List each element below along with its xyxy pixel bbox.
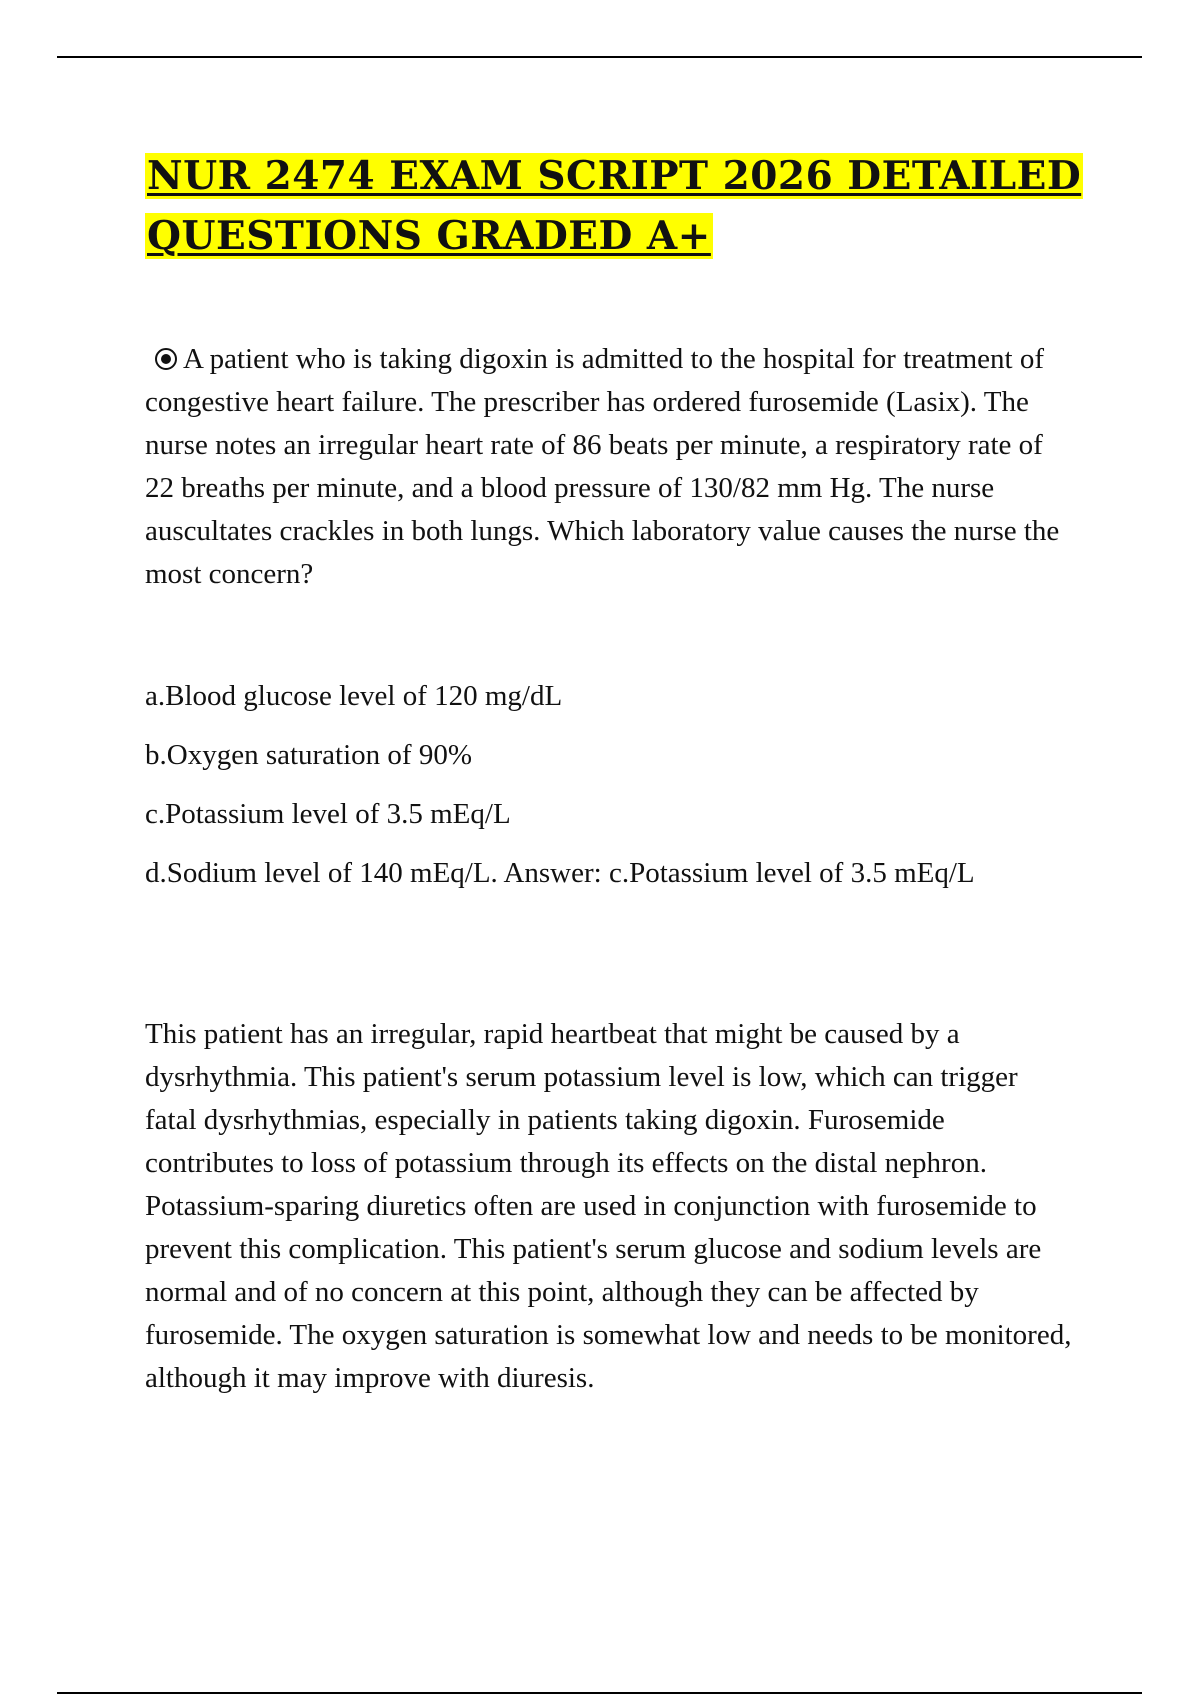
option-b: b.Oxygen saturation of 90% [145, 739, 472, 771]
option-a: a.Blood glucose level of 120 mg/dL [145, 680, 563, 712]
question-stem [145, 338, 1075, 596]
question-block [145, 338, 1075, 596]
bottom-divider [57, 1692, 1142, 1694]
option-c: c.Potassium level of 3.5 mEq/L [145, 798, 511, 830]
rationale-text: This patient has an irregular, rapid heartbeat that might be caused by a dysrhythmia. This patient's serum potassium level is low, which can trigger fatal dysrhythmias, especially in patients taking digoxin. Furosemide contributes to loss of potassium through its effects on the distal nephron. Potassium-sparing diuretics often are used in conjunction with furosemide to prevent this complication. This patient's serum glucose and sodium levels are normal and of no concern at this point, although they can be affected by furosemide. The oxygen saturation is somewhat low and needs to be monitored, although it may improve with diuresis. [145, 1018, 1072, 1394]
question-text: A patient who is taking digoxin is admitted to the hospital for treatment of congestive heart failure. The prescriber has ordered furosemide (Lasix). The nurse notes an irregular heart rate of 86 beats per minute, a respiratory rate of 22 breaths per minute, and a blood pressure of 130/82 mm Hg. The nurse auscultates crackles in both lungs. Which laboratory value causes the nurse the most concern? [145, 343, 1060, 590]
top-divider [57, 56, 1142, 58]
rationale-block [145, 1013, 1075, 1400]
radio-bullet-icon [155, 348, 177, 370]
answer-options [145, 675, 1075, 911]
title-highlight: NUR 2474 EXAM SCRIPT 2026 DETAILED QUESTIONS GRADED A+ [147, 153, 1082, 259]
page-title [145, 146, 1085, 266]
option-d-with-answer: d.Sodium level of 140 mEq/L. Answer: c.Potassium level of 3.5 mEq/L [145, 857, 975, 889]
